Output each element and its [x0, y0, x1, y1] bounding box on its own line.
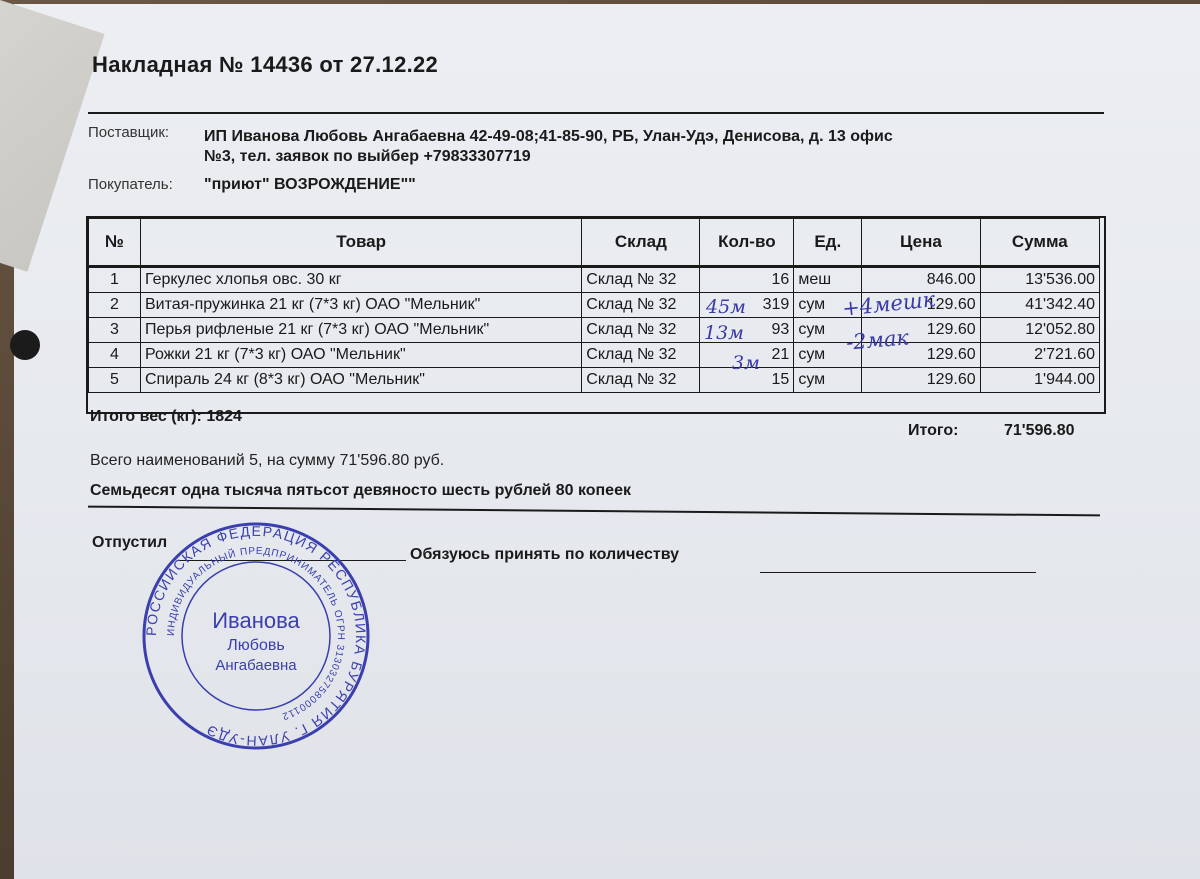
row-num: 4: [89, 343, 141, 368]
col-price: Цена: [862, 219, 980, 267]
col-unit: Ед.: [794, 219, 862, 267]
row-unit: сум: [794, 293, 862, 318]
handwritten-note: 3м: [732, 352, 760, 374]
row-store: Склад № 32: [582, 293, 700, 318]
row-unit: меш: [794, 267, 862, 293]
row-good: Перья рифленые 21 кг (7*3 кг) ОАО "Мельник": [140, 318, 581, 343]
total-weight: Итого вес (кг): 1824: [90, 408, 242, 425]
items-table: [88, 218, 1100, 393]
row-qty: 319: [700, 293, 794, 318]
stamp-inner-ring: [182, 562, 330, 710]
table-header-row: [89, 219, 1100, 267]
table-row: [89, 267, 1100, 293]
handwritten-note: +4мешк: [841, 287, 937, 321]
row-price: 129.60: [862, 318, 980, 343]
row-sum: 41'342.40: [980, 293, 1099, 318]
col-store: Склад: [582, 219, 700, 267]
buyer-label: Покупатель:: [88, 176, 173, 193]
row-price: 129.60: [862, 293, 980, 318]
row-store: Склад № 32: [582, 318, 700, 343]
stamp-name-3: Ангабаевна: [215, 657, 297, 674]
invoice-title: Накладная № 14436 от 27.12.22: [92, 52, 439, 77]
released-label: Отпустил: [92, 534, 168, 551]
row-good: Геркулес хлопья овс. 30 кг: [140, 267, 581, 293]
row-qty: 21: [700, 343, 794, 368]
row-store: Склад № 32: [582, 267, 700, 293]
accept-label: Обязуюсь принять по количеству: [410, 546, 680, 563]
total-label: Итого:: [908, 422, 959, 439]
row-good: Спираль 24 кг (8*3 кг) ОАО "Мельник": [140, 368, 581, 393]
row-sum: 13'536.00: [980, 267, 1099, 293]
row-price: 846.00: [862, 267, 980, 293]
row-num: 5: [89, 368, 141, 393]
supplier-label: Поставщик:: [88, 124, 170, 141]
handwritten-note: 45м: [706, 296, 746, 318]
summary-line: Всего наименований 5, на сумму 71'596.80 руб.: [90, 452, 445, 469]
table-row: [89, 293, 1100, 318]
row-store: Склад № 32: [582, 368, 700, 393]
row-sum: 1'944.00: [980, 368, 1099, 393]
accept-signature-line: [760, 572, 1036, 573]
col-sum: Сумма: [980, 219, 1099, 267]
row-sum: 2'721.60: [980, 343, 1099, 368]
title-rule: [88, 112, 1104, 114]
supplier-line-2: №3, тел. заявок по выйбер +79833307719: [204, 148, 531, 165]
punch-hole: [10, 330, 40, 360]
stamp-name-1: Иванова: [212, 608, 300, 633]
row-store: Склад № 32: [582, 343, 700, 368]
table-row: [89, 343, 1100, 368]
stamp-ring-text: РОССИЙСКАЯ ФЕДЕРАЦИЯ РЕСПУБЛИКА БУРЯТИЯ Г. УЛАН-УДЭ: [142, 522, 370, 750]
table-row: [89, 368, 1100, 393]
row-qty: 93: [700, 318, 794, 343]
row-good: Рожки 21 кг (7*3 кг) ОАО "Мельник": [140, 343, 581, 368]
row-unit: сум: [794, 368, 862, 393]
row-num: 1: [89, 267, 141, 293]
handwritten-note: 13м: [704, 322, 744, 344]
row-price: 129.60: [862, 343, 980, 368]
summary-words: Семьдесят одна тысяча пятьсот девяносто шесть рублей 80 копеек: [90, 482, 631, 499]
col-good: Товар: [140, 219, 581, 267]
row-price: 129.60: [862, 368, 980, 393]
table-row: [89, 318, 1100, 343]
handwritten-note: -2мак: [845, 325, 910, 355]
row-qty: 16: [700, 267, 794, 293]
row-sum: 12'052.80: [980, 318, 1099, 343]
col-qty: Кол-во: [700, 219, 794, 267]
stamp-name-2: Любовь: [227, 637, 285, 654]
row-qty: 15: [700, 368, 794, 393]
col-num: №: [89, 219, 141, 267]
row-num: 3: [89, 318, 141, 343]
buyer-value: "приют" ВОЗРОЖДЕНИЕ"": [204, 176, 416, 193]
company-stamp: [140, 520, 372, 752]
row-unit: сум: [794, 318, 862, 343]
stamp-inner-ring-text: ИНДИВИДУАЛЬНЫЙ ПРЕДПРИНИМАТЕЛЬ ОГРН 313032758000112: [165, 545, 347, 722]
row-unit: сум: [794, 343, 862, 368]
total-value: 71'596.80: [1004, 422, 1075, 439]
row-num: 2: [89, 293, 141, 318]
row-good: Витая-пружинка 21 кг (7*3 кг) ОАО "Мельник": [140, 293, 581, 318]
supplier-line-1: ИП Иванова Любовь Ангабаевна 42-49-08;41-85-90, РБ, Улан-Удэ, Денисова, д. 13 офис: [204, 128, 893, 145]
